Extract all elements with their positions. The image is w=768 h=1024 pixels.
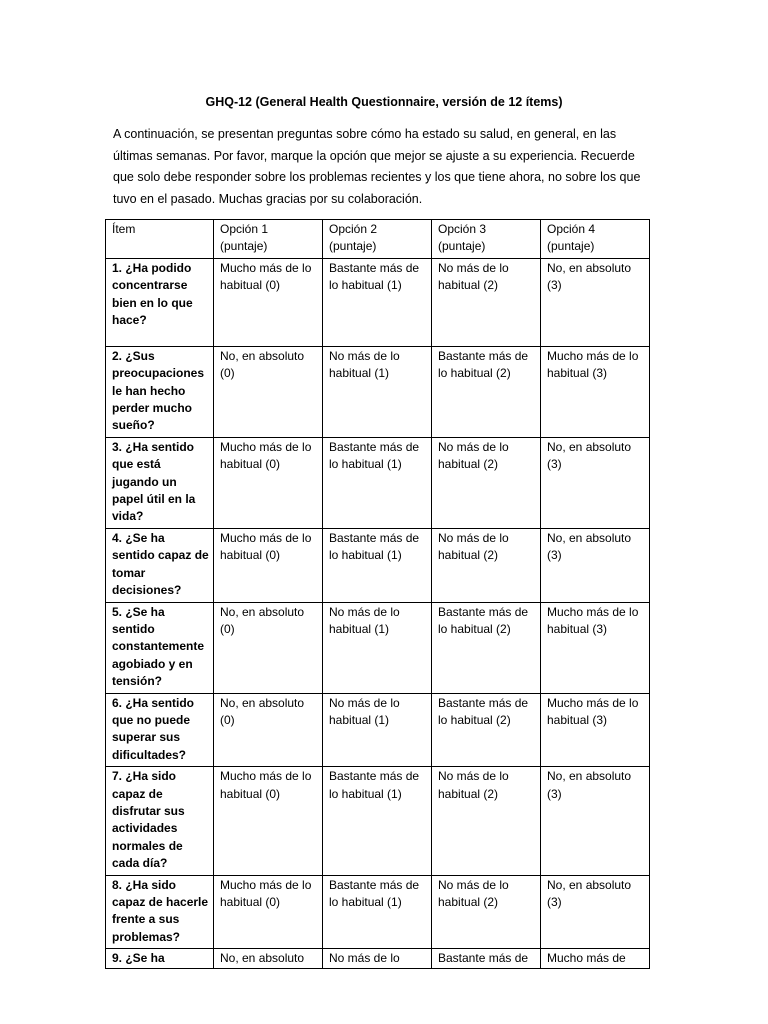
option-2-cell: Bastante más de lo habitual (1) <box>323 528 432 602</box>
option-1-cell: No, en absoluto (0) <box>214 346 323 437</box>
option-4-cell: No, en absoluto (3) <box>541 875 650 949</box>
option-3-cell: Bastante más de lo habitual (2) <box>432 602 541 693</box>
table-row <box>106 437 650 528</box>
header-option-3: Opción 3 (puntaje) <box>432 220 541 259</box>
item-question: 3. ¿Ha sentido que está jugando un papel útil en la vida? <box>106 437 214 528</box>
table-row <box>106 528 650 602</box>
table-row <box>106 346 650 437</box>
table-row <box>106 693 650 767</box>
option-2-cell: No más de lo habitual (1) <box>323 693 432 767</box>
option-1-cell: Mucho más de lo habitual (0) <box>214 875 323 949</box>
option-2-cell: Bastante más de lo habitual (1) <box>323 258 432 346</box>
page-title: GHQ-12 (General Health Questionnaire, versión de 12 ítems) <box>205 95 563 109</box>
option-1-cell: No, en absoluto (0) <box>214 602 323 693</box>
option-1-cell: Mucho más de lo habitual (0) <box>214 528 323 602</box>
option-1-cell: Mucho más de lo habitual (0) <box>214 258 323 346</box>
item-question: 9. ¿Se ha <box>106 949 214 968</box>
header-option-1: Opción 1 (puntaje) <box>214 220 323 259</box>
option-2-cell: No más de lo habitual (1) <box>323 602 432 693</box>
option-3-cell: Bastante más de <box>432 949 541 968</box>
table-row <box>106 258 650 346</box>
option-4-cell: No, en absoluto (3) <box>541 258 650 346</box>
option-4-cell: No, en absoluto (3) <box>541 437 650 528</box>
option-2-cell: Bastante más de lo habitual (1) <box>323 767 432 875</box>
header-option-4: Opción 4 (puntaje) <box>541 220 650 259</box>
option-4-cell: Mucho más de lo habitual (3) <box>541 602 650 693</box>
option-3-cell: Bastante más de lo habitual (2) <box>432 693 541 767</box>
option-2-cell: No más de lo <box>323 949 432 968</box>
option-3-cell: No más de lo habitual (2) <box>432 767 541 875</box>
item-question: 6. ¿Ha sentido que no puede superar sus dificultades? <box>106 693 214 767</box>
option-4-cell: Mucho más de <box>541 949 650 968</box>
option-1-cell: Mucho más de lo habitual (0) <box>214 767 323 875</box>
header-option-2: Opción 2 (puntaje) <box>323 220 432 259</box>
item-question: 5. ¿Se ha sentido constantemente agobiado y en tensión? <box>106 602 214 693</box>
option-1-cell: No, en absoluto (0) <box>214 693 323 767</box>
table-header-row <box>106 220 650 259</box>
option-3-cell: No más de lo habitual (2) <box>432 437 541 528</box>
item-question: 4. ¿Se ha sentido capaz de tomar decisiones? <box>106 528 214 602</box>
intro-paragraph: A continuación, se presentan preguntas sobre cómo ha estado su salud, en general, en las últimas semanas. Por favor, marque la opción que mejor se ajuste a su experiencia. Recuerde que solo debe responder sobre los problemas recientes y los que tiene ahora, no sobre los que tuvo en el pasado. Muchas gracias por su colaboración. <box>113 127 641 206</box>
table-row <box>106 767 650 875</box>
table-row <box>106 875 650 949</box>
option-2-cell: No más de lo habitual (1) <box>323 346 432 437</box>
item-question: 7. ¿Ha sido capaz de disfrutar sus actividades normales de cada día? <box>106 767 214 875</box>
header-item: Ítem <box>106 220 214 259</box>
option-4-cell: No, en absoluto (3) <box>541 767 650 875</box>
option-1-cell: Mucho más de lo habitual (0) <box>214 437 323 528</box>
option-4-cell: Mucho más de lo habitual (3) <box>541 693 650 767</box>
option-1-cell: No, en absoluto <box>214 949 323 968</box>
item-question: 2. ¿Sus preocupaciones le han hecho perder mucho sueño? <box>106 346 214 437</box>
table-row <box>106 602 650 693</box>
option-4-cell: Mucho más de lo habitual (3) <box>541 346 650 437</box>
option-2-cell: Bastante más de lo habitual (1) <box>323 875 432 949</box>
option-3-cell: No más de lo habitual (2) <box>432 258 541 346</box>
option-4-cell: No, en absoluto (3) <box>541 528 650 602</box>
option-3-cell: Bastante más de lo habitual (2) <box>432 346 541 437</box>
table-row <box>106 949 650 968</box>
questionnaire-table <box>105 219 650 969</box>
option-3-cell: No más de lo habitual (2) <box>432 875 541 949</box>
item-question: 8. ¿Ha sido capaz de hacerle frente a sus problemas? <box>106 875 214 949</box>
item-question: 1. ¿Ha podido concentrarse bien en lo que hace? <box>106 258 214 346</box>
option-2-cell: Bastante más de lo habitual (1) <box>323 437 432 528</box>
option-3-cell: No más de lo habitual (2) <box>432 528 541 602</box>
